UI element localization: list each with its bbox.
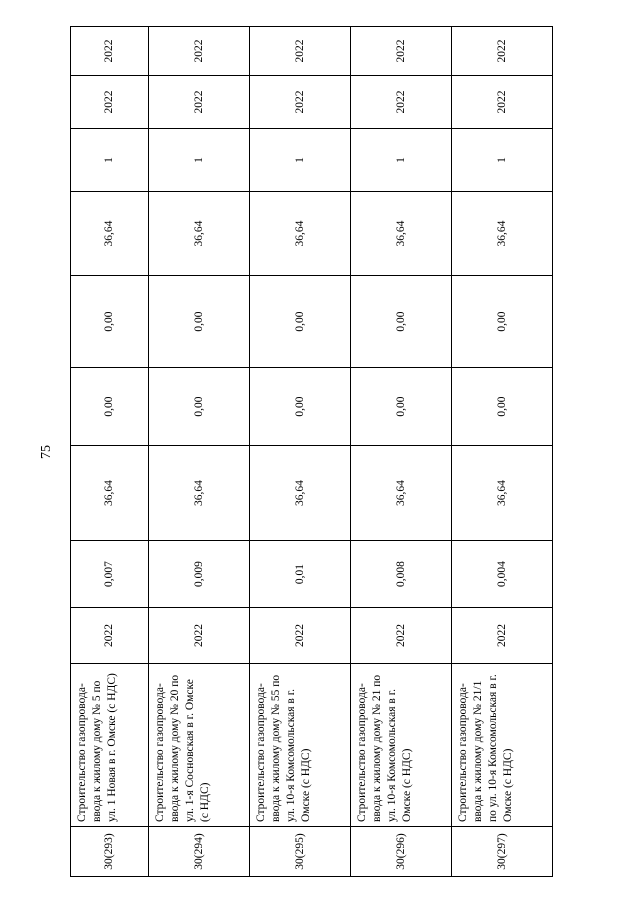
row-description: Строительство газопровода-ввода к жилому дому № 5 по ул. 1 Новая в г. Омске (с НДС) bbox=[71, 664, 149, 827]
row-value-b: 36,64 bbox=[452, 446, 553, 541]
row-value-a: 0,009 bbox=[149, 541, 250, 608]
row-description: Строительство газопровода-ввода к жилому дому № 21 по ул. 10-я Комсомольская в г. Омске (с НДС) bbox=[351, 664, 452, 827]
row-value-e: 36,64 bbox=[452, 192, 553, 276]
row-value-e: 36,64 bbox=[71, 192, 149, 276]
row-count: 1 bbox=[452, 129, 553, 192]
row-value-c: 0,00 bbox=[351, 368, 452, 446]
row-value-b: 36,64 bbox=[71, 446, 149, 541]
table-row bbox=[250, 27, 351, 877]
row-code: 30(297) bbox=[452, 827, 553, 877]
row-count: 1 bbox=[149, 129, 250, 192]
row-value-a: 0,01 bbox=[250, 541, 351, 608]
row-year-a: 2022 bbox=[452, 76, 553, 129]
row-year-b: 2022 bbox=[149, 27, 250, 76]
row-code: 30(293) bbox=[71, 827, 149, 877]
row-count: 1 bbox=[351, 129, 452, 192]
row-value-d: 0,00 bbox=[149, 276, 250, 368]
row-value-a: 0,004 bbox=[452, 541, 553, 608]
row-count: 1 bbox=[250, 129, 351, 192]
row-value-d: 0,00 bbox=[351, 276, 452, 368]
row-value-b: 36,64 bbox=[351, 446, 452, 541]
row-value-c: 0,00 bbox=[452, 368, 553, 446]
row-code: 30(295) bbox=[250, 827, 351, 877]
row-value-a: 0,007 bbox=[71, 541, 149, 608]
row-value-e: 36,64 bbox=[149, 192, 250, 276]
row-description: Строительство газопровода-ввода к жилому дому № 55 по ул. 10-я Комсомольская в г. Омске (с НДС) bbox=[250, 664, 351, 827]
row-year-a: 2022 bbox=[250, 76, 351, 129]
table-row bbox=[351, 27, 452, 877]
row-value-c: 0,00 bbox=[149, 368, 250, 446]
row-year-a: 2022 bbox=[351, 76, 452, 129]
row-year-start: 2022 bbox=[351, 608, 452, 664]
row-year-b: 2022 bbox=[452, 27, 553, 76]
row-value-d: 0,00 bbox=[250, 276, 351, 368]
row-count: 1 bbox=[71, 129, 149, 192]
row-value-d: 0,00 bbox=[71, 276, 149, 368]
table-row bbox=[452, 27, 553, 877]
row-value-c: 0,00 bbox=[250, 368, 351, 446]
row-value-a: 0,008 bbox=[351, 541, 452, 608]
row-description: Строительство газопровода-ввода к жилому дому № 21/1 по ул. 10-я Комсомольская в г. Омске (с НДС) bbox=[452, 664, 553, 827]
row-description: Строительство газопровода-ввода к жилому дому № 20 по ул. 1-я Сосновская в г. Омске (с НДС) bbox=[149, 664, 250, 827]
table-frame bbox=[70, 27, 553, 877]
row-year-b: 2022 bbox=[250, 27, 351, 76]
row-year-start: 2022 bbox=[71, 608, 149, 664]
rotated-table-wrapper bbox=[70, 27, 553, 877]
row-value-e: 36,64 bbox=[250, 192, 351, 276]
row-year-start: 2022 bbox=[452, 608, 553, 664]
row-year-start: 2022 bbox=[250, 608, 351, 664]
row-year-a: 2022 bbox=[149, 76, 250, 129]
row-value-e: 36,64 bbox=[351, 192, 452, 276]
row-year-b: 2022 bbox=[351, 27, 452, 76]
row-value-b: 36,64 bbox=[149, 446, 250, 541]
row-value-c: 0,00 bbox=[71, 368, 149, 446]
row-year-start: 2022 bbox=[149, 608, 250, 664]
project-table bbox=[70, 26, 553, 877]
row-code: 30(296) bbox=[351, 827, 452, 877]
row-year-a: 2022 bbox=[71, 76, 149, 129]
row-value-d: 0,00 bbox=[452, 276, 553, 368]
row-value-b: 36,64 bbox=[250, 446, 351, 541]
table-row bbox=[71, 27, 149, 877]
row-code: 30(294) bbox=[149, 827, 250, 877]
page-number: 75 bbox=[39, 445, 54, 459]
table-row bbox=[149, 27, 250, 877]
row-year-b: 2022 bbox=[71, 27, 149, 76]
